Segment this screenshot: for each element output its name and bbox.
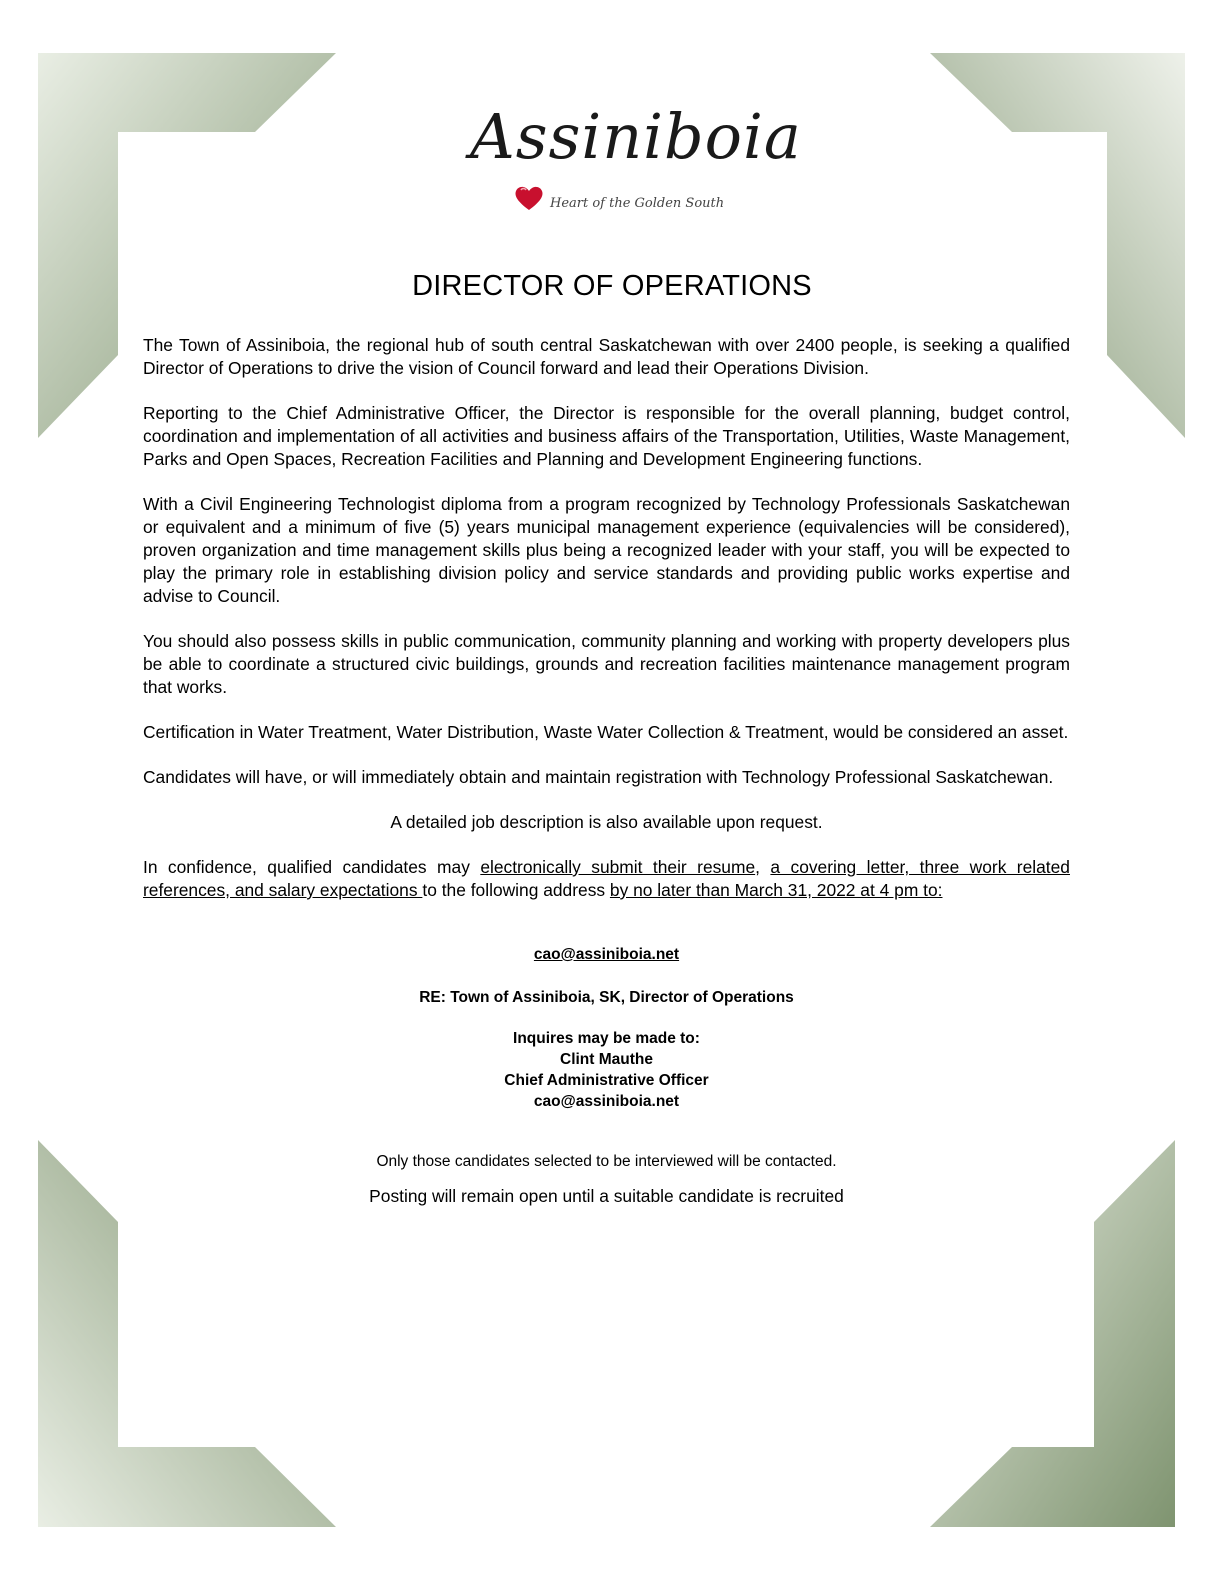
paragraph-responsibilities: Reporting to the Chief Administrative Officer, the Director is responsible for the overall planning, budget control, coordination and implementation of all activities and business affairs of the Transportation, Utilities, Waste Management, Parks and Open Spaces, Recreation Facilities and Planning and Development Engineering functions. — [143, 403, 1070, 469]
inquiries-block — [143, 1028, 1070, 1112]
assiniboia-logo — [430, 92, 802, 232]
documents-text: a covering letter, three work related references, and salary expectations — [143, 857, 1070, 900]
heart-icon — [514, 184, 544, 212]
job-description-note: A detailed job description is also available upon request. — [390, 812, 823, 832]
logo-wordmark: Assiniboia — [470, 100, 802, 173]
contact-email-link[interactable]: cao@assiniboia.net — [533, 946, 680, 963]
deadline-text: by no later than March 31, 2022 at 4 pm to: — [609, 880, 943, 900]
re-line: RE: Town of Assiniboia, SK, Director of Operations — [419, 989, 794, 1006]
submit-resume-text: electronically submit their resume — [480, 857, 756, 877]
paragraph-application — [143, 856, 1070, 902]
contact-name: Clint Mauthe — [560, 1051, 653, 1068]
contact-role: Chief Administrative Officer — [504, 1072, 709, 1089]
document-body — [143, 334, 1070, 1208]
logo-tagline: Heart of the Golden South — [550, 196, 725, 211]
application-intro: In confidence, qualified candidates may — [143, 857, 481, 877]
paragraph-skills: You should also possess skills in public communication, community planning and working with property developers plus be able to coordinate a structured civic buildings, grounds and recreation facilities maintenance management program that works. — [143, 631, 1070, 697]
contact-email-primary[interactable] — [143, 944, 1070, 965]
to-address-text: to the following address — [422, 880, 610, 900]
paragraph-intro: The Town of Assiniboia, the regional hub of south central Saskatchewan with over 2400 people, is seeking a qualified Director of Operations to drive the vision of Council forward and lead their Operations Division. — [143, 335, 1070, 378]
paragraph-registration: Candidates will have, or will immediately obtain and maintain registration with Technology Professional Saskatchewan. — [143, 767, 1054, 787]
inquiries-label: Inquires may be made to: — [513, 1030, 700, 1047]
interview-note: Only those candidates selected to be interviewed will be contacted. — [376, 1153, 837, 1170]
page-title: DIRECTOR OF OPERATIONS — [412, 270, 812, 302]
paragraph-qualifications: With a Civil Engineering Technologist diploma from a program recognized by Technology Professionals Saskatchewan or equivalent and a minimum of five (5) years municipal management experience (equivalencies will be considered), proven organization and time management skills plus being a recognized leader with your staff, you will be expected to play the primary role in establishing division policy and service standards and providing public works expertise and advise to Council. — [143, 494, 1070, 606]
application-comma: , — [755, 857, 771, 877]
contact-email-secondary[interactable]: cao@assiniboia.net — [533, 1093, 680, 1110]
posting-note: Posting will remain open until a suitable candidate is recruited — [369, 1186, 844, 1206]
paragraph-certification: Certification in Water Treatment, Water Distribution, Waste Water Collection & Treatment, would be considered an asset. — [143, 722, 1069, 742]
